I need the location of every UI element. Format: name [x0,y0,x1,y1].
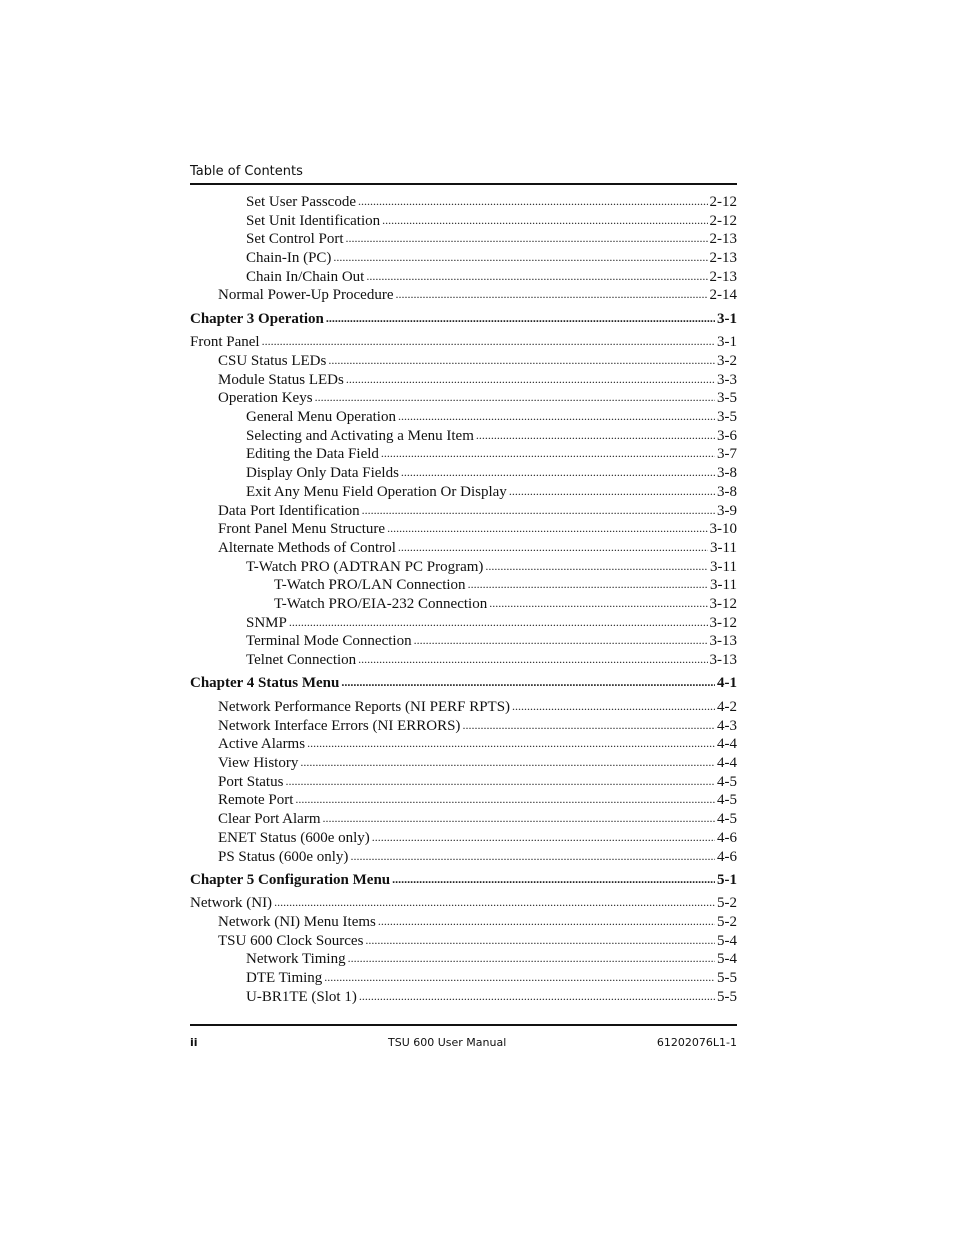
toc-chapter-entry[interactable] [190,674,737,692]
toc-entry[interactable] [218,791,737,809]
dot-leader [398,538,708,556]
page-number: ii [190,1036,198,1049]
toc-entry[interactable] [218,913,737,931]
dot-leader [326,309,715,327]
toc-entry[interactable] [246,464,737,482]
dot-leader [333,248,707,266]
toc-entry-page: 4-5 [717,792,737,808]
toc-entry-title: View History [218,755,299,771]
toc-entry-title: Clear Port Alarm [218,811,321,827]
dot-leader [512,697,715,715]
toc-entry-title: Chapter 3 Operation [190,311,324,327]
dot-leader [322,809,715,827]
toc-entry[interactable] [246,249,737,267]
dot-leader [262,332,715,350]
toc-entry-title: Normal Power-Up Procedure [218,287,394,303]
toc-entry-title: Network (NI) Menu Items [218,914,376,930]
toc-entry-page: 3-10 [709,521,737,537]
dot-leader [300,753,715,771]
dot-leader [387,519,707,537]
toc-entry[interactable] [246,230,737,248]
toc-entry[interactable] [246,969,737,987]
toc-entry[interactable] [190,894,737,912]
toc-entry-title: Network (NI) [190,895,273,911]
toc-entry[interactable] [218,829,737,847]
toc-entry[interactable] [218,848,737,866]
dot-leader [489,594,707,612]
toc-entry-page: 2-12 [709,194,737,210]
dot-leader [359,987,715,1005]
toc-entry-page: 4-6 [717,849,737,865]
toc-entry-page: 3-11 [710,559,737,575]
toc-entry-page: 3-11 [710,577,737,593]
dot-leader [414,631,708,649]
toc-entry[interactable] [218,717,737,735]
toc-entry-page: 3-8 [717,465,737,481]
toc-entry-title: Set User Passcode [246,194,356,210]
dot-leader [289,613,708,631]
toc-entry[interactable] [218,735,737,753]
dot-leader [324,968,715,986]
toc-entry-title: Operation Keys [218,390,313,406]
dot-leader [382,211,707,229]
dot-leader [509,482,715,500]
dot-leader [362,501,715,519]
dot-leader [315,388,715,406]
toc-entry-page: 5-1 [717,872,737,888]
toc-entry-page: 4-2 [717,699,737,715]
toc-entry[interactable] [218,352,737,370]
toc-entry-title: Network Interface Errors (NI ERRORS) [218,718,461,734]
toc-entry-page: 4-4 [717,755,737,771]
dot-leader [274,893,715,911]
toc-entry-page: 2-13 [709,231,737,247]
toc-entry[interactable] [274,576,737,594]
toc-entry-title: ENET Status (600e only) [218,830,370,846]
dot-leader [462,716,715,734]
toc-entry[interactable] [246,614,737,632]
toc-entry-title: Editing the Data Field [246,446,379,462]
toc-entry-page: 5-4 [717,951,737,967]
toc-entry[interactable] [246,427,737,445]
toc-entry-title: Display Only Data Fields [246,465,399,481]
toc-entry-title: General Menu Operation [246,409,396,425]
dot-leader [346,229,708,247]
dot-leader [350,847,715,865]
toc-entry[interactable] [246,268,737,286]
toc-entry[interactable] [218,773,737,791]
toc-entry-page: 3-12 [709,596,737,612]
toc-entry-page: 3-12 [709,615,737,631]
toc-entry[interactable] [218,502,737,520]
toc-entry-page: 5-5 [717,989,737,1005]
toc-entry[interactable] [246,445,737,463]
dot-leader [378,912,715,930]
toc-entry-page: 3-2 [717,353,737,369]
toc-entry-page: 2-13 [709,269,737,285]
dot-leader [358,192,708,210]
toc-entry[interactable] [246,483,737,501]
toc-entry-title: Chapter 4 Status Menu [190,675,340,691]
toc-entry-page: 4-5 [717,811,737,827]
toc-entry[interactable] [246,651,737,669]
toc-entry-title: CSU Status LEDs [218,353,327,369]
document-number: 61202076L1-1 [656,1036,737,1049]
toc-entry-page: 3-5 [717,390,737,406]
toc-entry-page: 2-13 [709,250,737,266]
toc-entry-page: 2-14 [709,287,737,303]
dot-leader [401,463,715,481]
dot-leader [381,444,715,462]
dot-leader [395,285,707,303]
toc-entry[interactable] [218,389,737,407]
toc-entry-page: 3-11 [710,540,737,556]
toc-entry[interactable] [218,371,737,389]
toc-entry-page: 5-2 [717,895,737,911]
dot-leader [307,734,715,752]
toc-entry-title: Remote Port [218,792,294,808]
toc-entry-page: 4-6 [717,830,737,846]
dot-leader [366,267,707,285]
toc-entry-title: Set Control Port [246,231,344,247]
toc-entry-title: Network Performance Reports (NI PERF RPTS) [218,699,511,715]
toc-entry-page: 5-4 [717,933,737,949]
toc-entry[interactable] [246,950,737,968]
toc-entry-title: Set Unit Identification [246,213,381,229]
dot-leader [476,426,715,444]
toc-entry-page: 3-13 [709,633,737,649]
toc-entry-title: Port Status [218,774,284,790]
toc-entry-title: DTE Timing [246,970,323,986]
toc-entry-title: Chain In/Chain Out [246,269,365,285]
toc-entry-title: Front Panel Menu Structure [218,521,386,537]
dot-leader [295,790,715,808]
dot-leader [341,673,715,691]
toc-entry-page: 3-6 [717,428,737,444]
dot-leader [398,407,715,425]
toc-entry[interactable] [218,698,737,716]
toc-entry-page: 4-4 [717,736,737,752]
toc-entry-title: Terminal Mode Connection [246,633,412,649]
toc-entry-page: 4-5 [717,774,737,790]
toc-entry-title: Telnet Connection [246,652,357,668]
toc-entry[interactable] [246,988,737,1006]
footer-rule [190,1024,737,1026]
toc-entry[interactable] [190,333,737,351]
toc-entry-title: SNMP [246,615,287,631]
dot-leader [468,575,708,593]
toc-entry-title: PS Status (600e only) [218,849,349,865]
toc-entry-page: 3-1 [717,311,737,327]
toc-entry[interactable] [246,212,737,230]
toc-chapter-entry[interactable] [190,310,737,328]
running-header: Table of Contents [190,164,303,179]
toc-entry-page: 3-8 [717,484,737,500]
dot-leader [348,949,715,967]
toc-entry[interactable] [218,539,737,557]
toc-entry[interactable] [274,595,737,613]
toc-entry[interactable] [218,286,737,304]
toc-entry-title: Network Timing [246,951,346,967]
toc-entry-page: 3-7 [717,446,737,462]
toc-entry[interactable] [246,193,737,211]
dot-leader [392,870,715,888]
toc-entry[interactable] [246,408,737,426]
toc-entry-page: 4-1 [717,675,737,691]
toc-entry-title: Active Alarms [218,736,306,752]
toc-entry-page: 3-3 [717,372,737,388]
dot-leader [358,650,707,668]
toc-entry-page: 3-9 [717,503,737,519]
toc-entry[interactable] [218,520,737,538]
toc-entry-title: T-Watch PRO/LAN Connection [274,577,466,593]
toc-entry-title: Selecting and Activating a Menu Item [246,428,474,444]
toc-entry-title: TSU 600 Clock Sources [218,933,364,949]
toc-entry-title: Exit Any Menu Field Operation Or Display [246,484,507,500]
toc-entry-page: 4-3 [717,718,737,734]
dot-leader [328,351,715,369]
dot-leader [372,828,715,846]
toc-entry[interactable] [218,810,737,828]
toc-entry[interactable] [246,558,737,576]
toc-entry-title: T-Watch PRO (ADTRAN PC Program) [246,559,484,575]
toc-entry-title: Data Port Identification [218,503,360,519]
toc-entry[interactable] [218,932,737,950]
toc-entry-title: Module Status LEDs [218,372,344,388]
toc-entry-page: 3-5 [717,409,737,425]
toc-entry-page: 2-12 [709,213,737,229]
toc-entry-title: Chain-In (PC) [246,250,332,266]
toc-entry-title: Chapter 5 Configuration Menu [190,872,391,888]
toc-entry-title: U-BR1TE (Slot 1) [246,989,357,1005]
toc-entry-title: Alternate Methods of Control [218,540,396,556]
toc-entry-page: 5-2 [717,914,737,930]
dot-leader [285,772,715,790]
toc-entry-page: 3-1 [717,334,737,350]
dot-leader [346,370,715,388]
toc-entry[interactable] [218,754,737,772]
manual-title: TSU 600 User Manual [388,1036,507,1049]
toc-entry-title: Front Panel [190,334,260,350]
toc-entry-title: T-Watch PRO/EIA-232 Connection [274,596,488,612]
toc-entry-page: 3-13 [709,652,737,668]
toc-entry[interactable] [246,632,737,650]
toc-chapter-entry[interactable] [190,871,737,889]
toc-entry-page: 5-5 [717,970,737,986]
dot-leader [365,931,715,949]
dot-leader [485,557,708,575]
